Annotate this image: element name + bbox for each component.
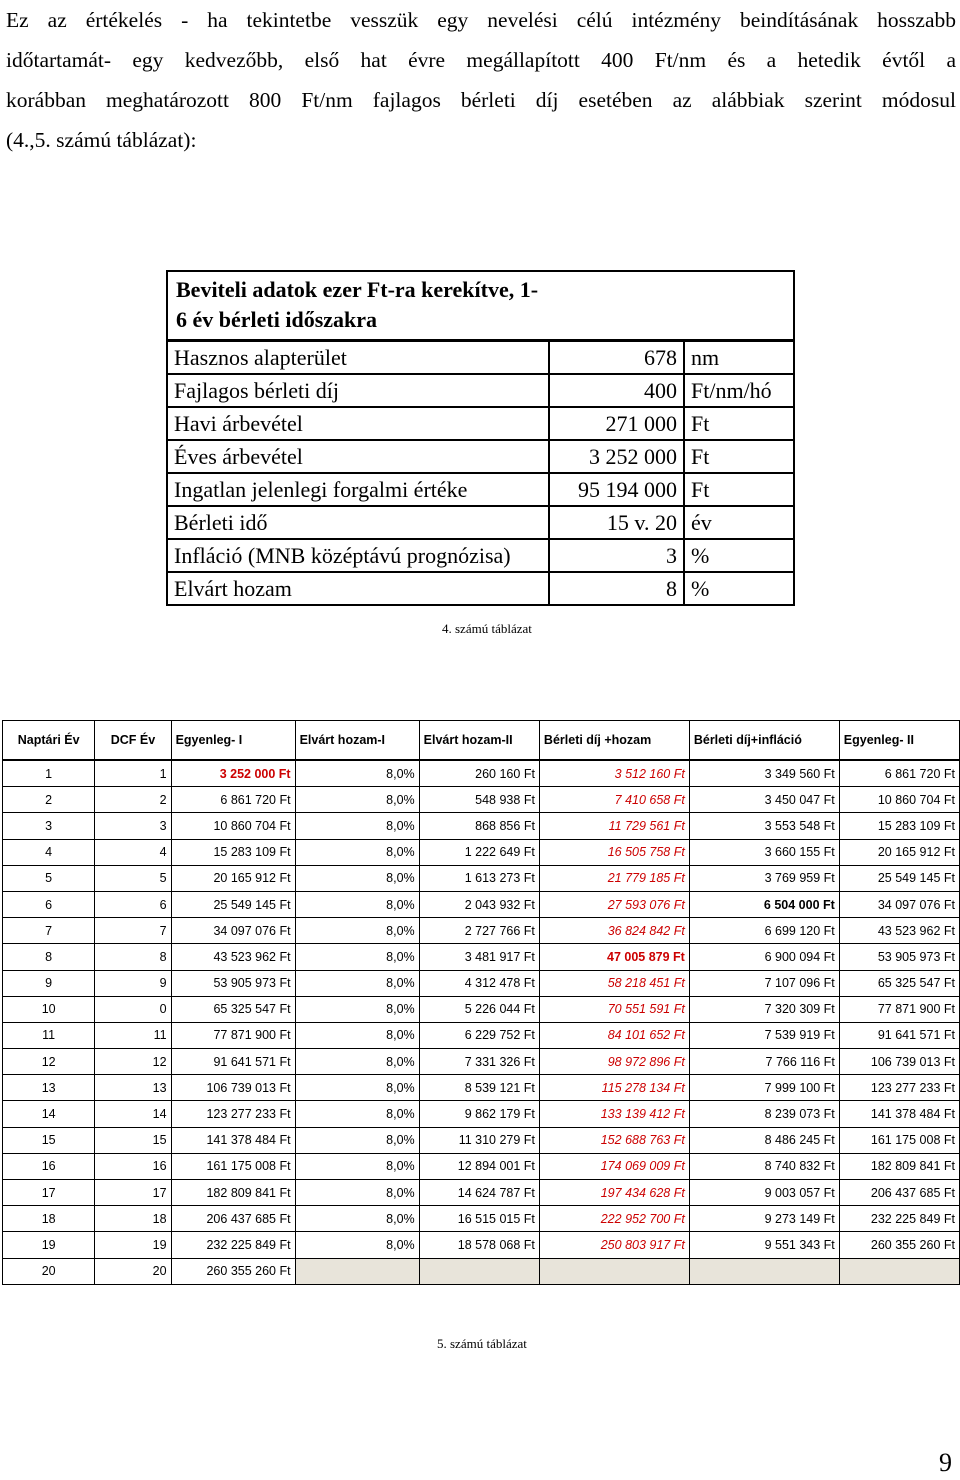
input-table-header: Beviteli adatok ezer Ft-ra kerekítve, 1-6 év bérleti időszakra (167, 271, 794, 341)
dcf-cell: 8 (3, 944, 95, 970)
dcf-cell: 1 (3, 760, 95, 787)
dcf-cell: 7 766 116 Ft (689, 1049, 839, 1075)
dcf-table-row (3, 996, 960, 1022)
input-value: 271 000 (549, 407, 684, 440)
dcf-cell: 10 860 704 Ft (171, 813, 295, 839)
dcf-cell: 53 905 973 Ft (171, 970, 295, 996)
dcf-column-header: Naptári Év (3, 721, 95, 761)
dcf-cell: 1 613 273 Ft (419, 865, 539, 891)
dcf-cell: 8 539 121 Ft (419, 1075, 539, 1101)
dcf-cell: 3 (95, 813, 171, 839)
dcf-cell: 15 283 109 Ft (171, 839, 295, 865)
dcf-cell: 8,0% (295, 996, 419, 1022)
dcf-cell: 53 905 973 Ft (839, 944, 959, 970)
input-unit: Ft/nm/hó (684, 374, 794, 407)
dcf-cell: 14 (3, 1101, 95, 1127)
dcf-cell: 14 (95, 1101, 171, 1127)
dcf-cell: 8,0% (295, 1127, 419, 1153)
input-unit: év (684, 506, 794, 539)
dcf-cell: 77 871 900 Ft (171, 1022, 295, 1048)
dcf-cell: 9 862 179 Ft (419, 1101, 539, 1127)
dcf-cell: 161 175 008 Ft (171, 1153, 295, 1179)
input-label: Hasznos alapterület (167, 341, 549, 375)
dcf-cell: 6 699 120 Ft (689, 918, 839, 944)
dcf-cell: 123 277 233 Ft (171, 1101, 295, 1127)
dcf-cell: 5 (3, 865, 95, 891)
input-table-row (167, 506, 794, 539)
dcf-cell: 65 325 547 Ft (171, 996, 295, 1022)
input-label: Havi árbevétel (167, 407, 549, 440)
dcf-cell: 0 (95, 996, 171, 1022)
dcf-cell: 17 (95, 1180, 171, 1206)
input-value: 8 (549, 572, 684, 605)
dcf-cell: 141 378 484 Ft (839, 1101, 959, 1127)
dcf-cell: 8,0% (295, 1075, 419, 1101)
dcf-cell: 10 (3, 996, 95, 1022)
dcf-cell: 16 515 015 Ft (419, 1206, 539, 1232)
dcf-cell: 7 (3, 918, 95, 944)
dcf-cell: 16 505 758 Ft (539, 839, 689, 865)
dcf-cell: 2 (3, 787, 95, 813)
dcf-cell: 8,0% (295, 1022, 419, 1048)
dcf-cell: 27 593 076 Ft (539, 891, 689, 917)
input-value: 95 194 000 (549, 473, 684, 506)
dcf-cell: 8,0% (295, 1153, 419, 1179)
page-number: 9 (939, 1448, 952, 1477)
input-label: Infláció (MNB középtávú prognózisa) (167, 539, 549, 572)
dcf-cell: 8 (95, 944, 171, 970)
dcf-cell: 65 325 547 Ft (839, 970, 959, 996)
dcf-table-row (3, 1232, 960, 1258)
dcf-column-header: Egyenleg- I (171, 721, 295, 761)
dcf-table-row (3, 1206, 960, 1232)
dcf-cell: 8,0% (295, 813, 419, 839)
dcf-cell: 17 (3, 1180, 95, 1206)
dcf-table-row (3, 1101, 960, 1127)
dcf-cell: 206 437 685 Ft (171, 1206, 295, 1232)
input-unit: % (684, 539, 794, 572)
dcf-cell: 260 355 260 Ft (839, 1232, 959, 1258)
dcf-cell: 3 349 560 Ft (689, 760, 839, 787)
dcf-table-header-row (3, 721, 960, 761)
dcf-cell: 7 539 919 Ft (689, 1022, 839, 1048)
input-table-row (167, 440, 794, 473)
input-unit: % (684, 572, 794, 605)
dcf-table-row (3, 865, 960, 891)
dcf-cell: 8,0% (295, 1101, 419, 1127)
dcf-cell: 206 437 685 Ft (839, 1180, 959, 1206)
dcf-column-header: DCF Év (95, 721, 171, 761)
dcf-cell: 98 972 896 Ft (539, 1049, 689, 1075)
dcf-cell: 15 (3, 1127, 95, 1153)
dcf-column-header: Elvárt hozam-II (419, 721, 539, 761)
dcf-cell: 9 (95, 970, 171, 996)
dcf-cell: 133 139 412 Ft (539, 1101, 689, 1127)
dcf-cell: 11 (95, 1022, 171, 1048)
dcf-table-row (3, 891, 960, 917)
dcf-cell: 232 225 849 Ft (839, 1206, 959, 1232)
dcf-cell: 8,0% (295, 865, 419, 891)
dcf-cell: 20 (3, 1258, 95, 1284)
dcf-cell: 11 310 279 Ft (419, 1127, 539, 1153)
dcf-cell: 16 (3, 1153, 95, 1179)
dcf-cell: 36 824 842 Ft (539, 918, 689, 944)
dcf-cell: 18 (3, 1206, 95, 1232)
input-table-row (167, 407, 794, 440)
dcf-cell: 14 624 787 Ft (419, 1180, 539, 1206)
dcf-cell: 174 069 009 Ft (539, 1153, 689, 1179)
dcf-cell: 77 871 900 Ft (839, 996, 959, 1022)
dcf-cell: 25 549 145 Ft (171, 891, 295, 917)
dcf-cell: 6 (95, 891, 171, 917)
dcf-cell: 6 861 720 Ft (171, 787, 295, 813)
dcf-cell: 123 277 233 Ft (839, 1075, 959, 1101)
input-unit: Ft (684, 473, 794, 506)
dcf-column-header: Elvárt hozam-I (295, 721, 419, 761)
dcf-cell: 58 218 451 Ft (539, 970, 689, 996)
dcf-table-row (3, 970, 960, 996)
dcf-cell: 91 641 571 Ft (839, 1022, 959, 1048)
dcf-cell: 2 043 932 Ft (419, 891, 539, 917)
dcf-cell: 8,0% (295, 1232, 419, 1258)
dcf-cell: 13 (95, 1075, 171, 1101)
dcf-cell: 11 (3, 1022, 95, 1048)
dcf-cell: 20 165 912 Ft (171, 865, 295, 891)
dcf-empty-cell (689, 1258, 839, 1284)
dcf-table-row (3, 1258, 960, 1284)
dcf-table-row (3, 1127, 960, 1153)
dcf-cell: 6 900 094 Ft (689, 944, 839, 970)
dcf-cell: 19 (3, 1232, 95, 1258)
input-label: Ingatlan jelenlegi forgalmi értéke (167, 473, 549, 506)
dcf-cell: 91 641 571 Ft (171, 1049, 295, 1075)
dcf-cell: 8,0% (295, 1206, 419, 1232)
dcf-cell: 19 (95, 1232, 171, 1258)
dcf-cell: 3 481 917 Ft (419, 944, 539, 970)
dcf-cell: 8,0% (295, 891, 419, 917)
dcf-cell: 6 (3, 891, 95, 917)
dcf-table-row (3, 1049, 960, 1075)
dcf-cell: 18 (95, 1206, 171, 1232)
dcf-cell: 2 727 766 Ft (419, 918, 539, 944)
dcf-cell: 3 660 155 Ft (689, 839, 839, 865)
dcf-table-row (3, 1022, 960, 1048)
dcf-cell: 3 252 000 Ft (171, 760, 295, 787)
dcf-cell: 7 331 326 Ft (419, 1049, 539, 1075)
dcf-table-row (3, 1075, 960, 1101)
dcf-table-row (3, 813, 960, 839)
dcf-cell: 5 (95, 865, 171, 891)
dcf-cell: 8,0% (295, 839, 419, 865)
dcf-cell: 4 (3, 839, 95, 865)
input-unit: nm (684, 341, 794, 375)
dcf-cell: 106 739 013 Ft (171, 1075, 295, 1101)
dcf-cell: 10 860 704 Ft (839, 787, 959, 813)
input-table-row (167, 473, 794, 506)
dcf-cell: 20 (95, 1258, 171, 1284)
input-label: Bérleti idő (167, 506, 549, 539)
dcf-cell: 260 160 Ft (419, 760, 539, 787)
dcf-cell: 12 894 001 Ft (419, 1153, 539, 1179)
dcf-cell: 152 688 763 Ft (539, 1127, 689, 1153)
intro-line: Ez az értékelés - ha tekintetbe vesszük egy nevelési célú intézmény beindításának hosszabb (6, 8, 956, 32)
dcf-cell: 3 512 160 Ft (539, 760, 689, 787)
dcf-cell: 8,0% (295, 760, 419, 787)
dcf-cell: 9 273 149 Ft (689, 1206, 839, 1232)
dcf-cell: 43 523 962 Ft (839, 918, 959, 944)
dcf-cell: 8,0% (295, 787, 419, 813)
dcf-cell: 8 486 245 Ft (689, 1127, 839, 1153)
dcf-cell: 18 578 068 Ft (419, 1232, 539, 1258)
dcf-cell: 9 551 343 Ft (689, 1232, 839, 1258)
dcf-cell: 8,0% (295, 1180, 419, 1206)
input-table-row (167, 539, 794, 572)
dcf-cell: 25 549 145 Ft (839, 865, 959, 891)
dcf-cell: 182 809 841 Ft (171, 1180, 295, 1206)
dcf-cell: 115 278 134 Ft (539, 1075, 689, 1101)
dcf-empty-cell (419, 1258, 539, 1284)
dcf-cell: 12 (95, 1049, 171, 1075)
dcf-cell: 868 856 Ft (419, 813, 539, 839)
dcf-empty-cell (295, 1258, 419, 1284)
dcf-cell: 250 803 917 Ft (539, 1232, 689, 1258)
dcf-cell: 34 097 076 Ft (839, 891, 959, 917)
dcf-cell: 222 952 700 Ft (539, 1206, 689, 1232)
dcf-table-row (3, 1153, 960, 1179)
dcf-cell: 43 523 962 Ft (171, 944, 295, 970)
dcf-cell: 3 769 959 Ft (689, 865, 839, 891)
dcf-cell: 232 225 849 Ft (171, 1232, 295, 1258)
dcf-cell: 7 320 309 Ft (689, 996, 839, 1022)
dcf-cell: 15 283 109 Ft (839, 813, 959, 839)
dcf-table-row (3, 839, 960, 865)
dcf-cell: 8,0% (295, 970, 419, 996)
dcf-cell: 11 729 561 Ft (539, 813, 689, 839)
dcf-cell: 260 355 260 Ft (171, 1258, 295, 1284)
table4-caption: 4. számú táblázat (442, 621, 532, 636)
dcf-cell: 7 410 658 Ft (539, 787, 689, 813)
input-label: Fajlagos bérleti díj (167, 374, 549, 407)
dcf-cell: 12 (3, 1049, 95, 1075)
dcf-cell: 8,0% (295, 918, 419, 944)
dcf-table (2, 720, 960, 1285)
dcf-cell: 6 861 720 Ft (839, 760, 959, 787)
dcf-empty-cell (839, 1258, 959, 1284)
dcf-cell: 2 (95, 787, 171, 813)
dcf-cell: 1 222 649 Ft (419, 839, 539, 865)
dcf-cell: 47 005 879 Ft (539, 944, 689, 970)
input-table-header-row (167, 271, 794, 341)
dcf-cell: 7 999 100 Ft (689, 1075, 839, 1101)
table5-caption: 5. számú táblázat (437, 1336, 527, 1351)
dcf-cell: 34 097 076 Ft (171, 918, 295, 944)
dcf-cell: 21 779 185 Ft (539, 865, 689, 891)
dcf-cell: 3 450 047 Ft (689, 787, 839, 813)
dcf-cell: 4 312 478 Ft (419, 970, 539, 996)
intro-line: (4.,5. számú táblázat): (6, 128, 197, 152)
intro-paragraph (6, 0, 956, 160)
input-value: 400 (549, 374, 684, 407)
dcf-empty-cell (539, 1258, 689, 1284)
input-table-row (167, 341, 794, 375)
dcf-cell: 84 101 652 Ft (539, 1022, 689, 1048)
dcf-cell: 141 378 484 Ft (171, 1127, 295, 1153)
dcf-cell: 5 226 044 Ft (419, 996, 539, 1022)
dcf-cell: 106 739 013 Ft (839, 1049, 959, 1075)
input-value: 678 (549, 341, 684, 375)
dcf-cell: 15 (95, 1127, 171, 1153)
input-label: Elvárt hozam (167, 572, 549, 605)
dcf-cell: 182 809 841 Ft (839, 1153, 959, 1179)
input-table-row (167, 374, 794, 407)
dcf-cell: 8 239 073 Ft (689, 1101, 839, 1127)
dcf-cell: 197 434 628 Ft (539, 1180, 689, 1206)
intro-line: korábban meghatározott 800 Ft/nm fajlagos bérleti díj esetében az alábbiak szerint módosul (6, 88, 956, 112)
dcf-cell: 1 (95, 760, 171, 787)
dcf-cell: 7 (95, 918, 171, 944)
input-unit: Ft (684, 407, 794, 440)
dcf-cell: 6 229 752 Ft (419, 1022, 539, 1048)
dcf-cell: 8 740 832 Ft (689, 1153, 839, 1179)
input-value: 3 (549, 539, 684, 572)
dcf-cell: 161 175 008 Ft (839, 1127, 959, 1153)
dcf-cell: 9 (3, 970, 95, 996)
dcf-table-row (3, 944, 960, 970)
dcf-cell: 70 551 591 Ft (539, 996, 689, 1022)
input-value: 15 v. 20 (549, 506, 684, 539)
dcf-table-row (3, 918, 960, 944)
dcf-cell: 13 (3, 1075, 95, 1101)
dcf-cell: 8,0% (295, 1049, 419, 1075)
dcf-column-header: Bérleti díj +hozam (539, 721, 689, 761)
dcf-column-header: Bérleti díj+infláció (689, 721, 839, 761)
input-table-row (167, 572, 794, 605)
input-value: 3 252 000 (549, 440, 684, 473)
dcf-table-row (3, 787, 960, 813)
dcf-cell: 7 107 096 Ft (689, 970, 839, 996)
dcf-cell: 20 165 912 Ft (839, 839, 959, 865)
dcf-cell: 3 553 548 Ft (689, 813, 839, 839)
input-data-table (166, 270, 795, 606)
dcf-cell: 6 504 000 Ft (689, 891, 839, 917)
intro-line: időtartamát- egy kedvezőbb, első hat évre megállapított 400 Ft/nm és a hetedik évtől a (6, 48, 956, 72)
dcf-table-row (3, 760, 960, 787)
dcf-cell: 8,0% (295, 944, 419, 970)
dcf-cell: 4 (95, 839, 171, 865)
dcf-table-row (3, 1180, 960, 1206)
input-label: Éves árbevétel (167, 440, 549, 473)
dcf-cell: 9 003 057 Ft (689, 1180, 839, 1206)
dcf-cell: 16 (95, 1153, 171, 1179)
dcf-column-header: Egyenleg- II (839, 721, 959, 761)
dcf-cell: 548 938 Ft (419, 787, 539, 813)
dcf-cell: 3 (3, 813, 95, 839)
input-unit: Ft (684, 440, 794, 473)
